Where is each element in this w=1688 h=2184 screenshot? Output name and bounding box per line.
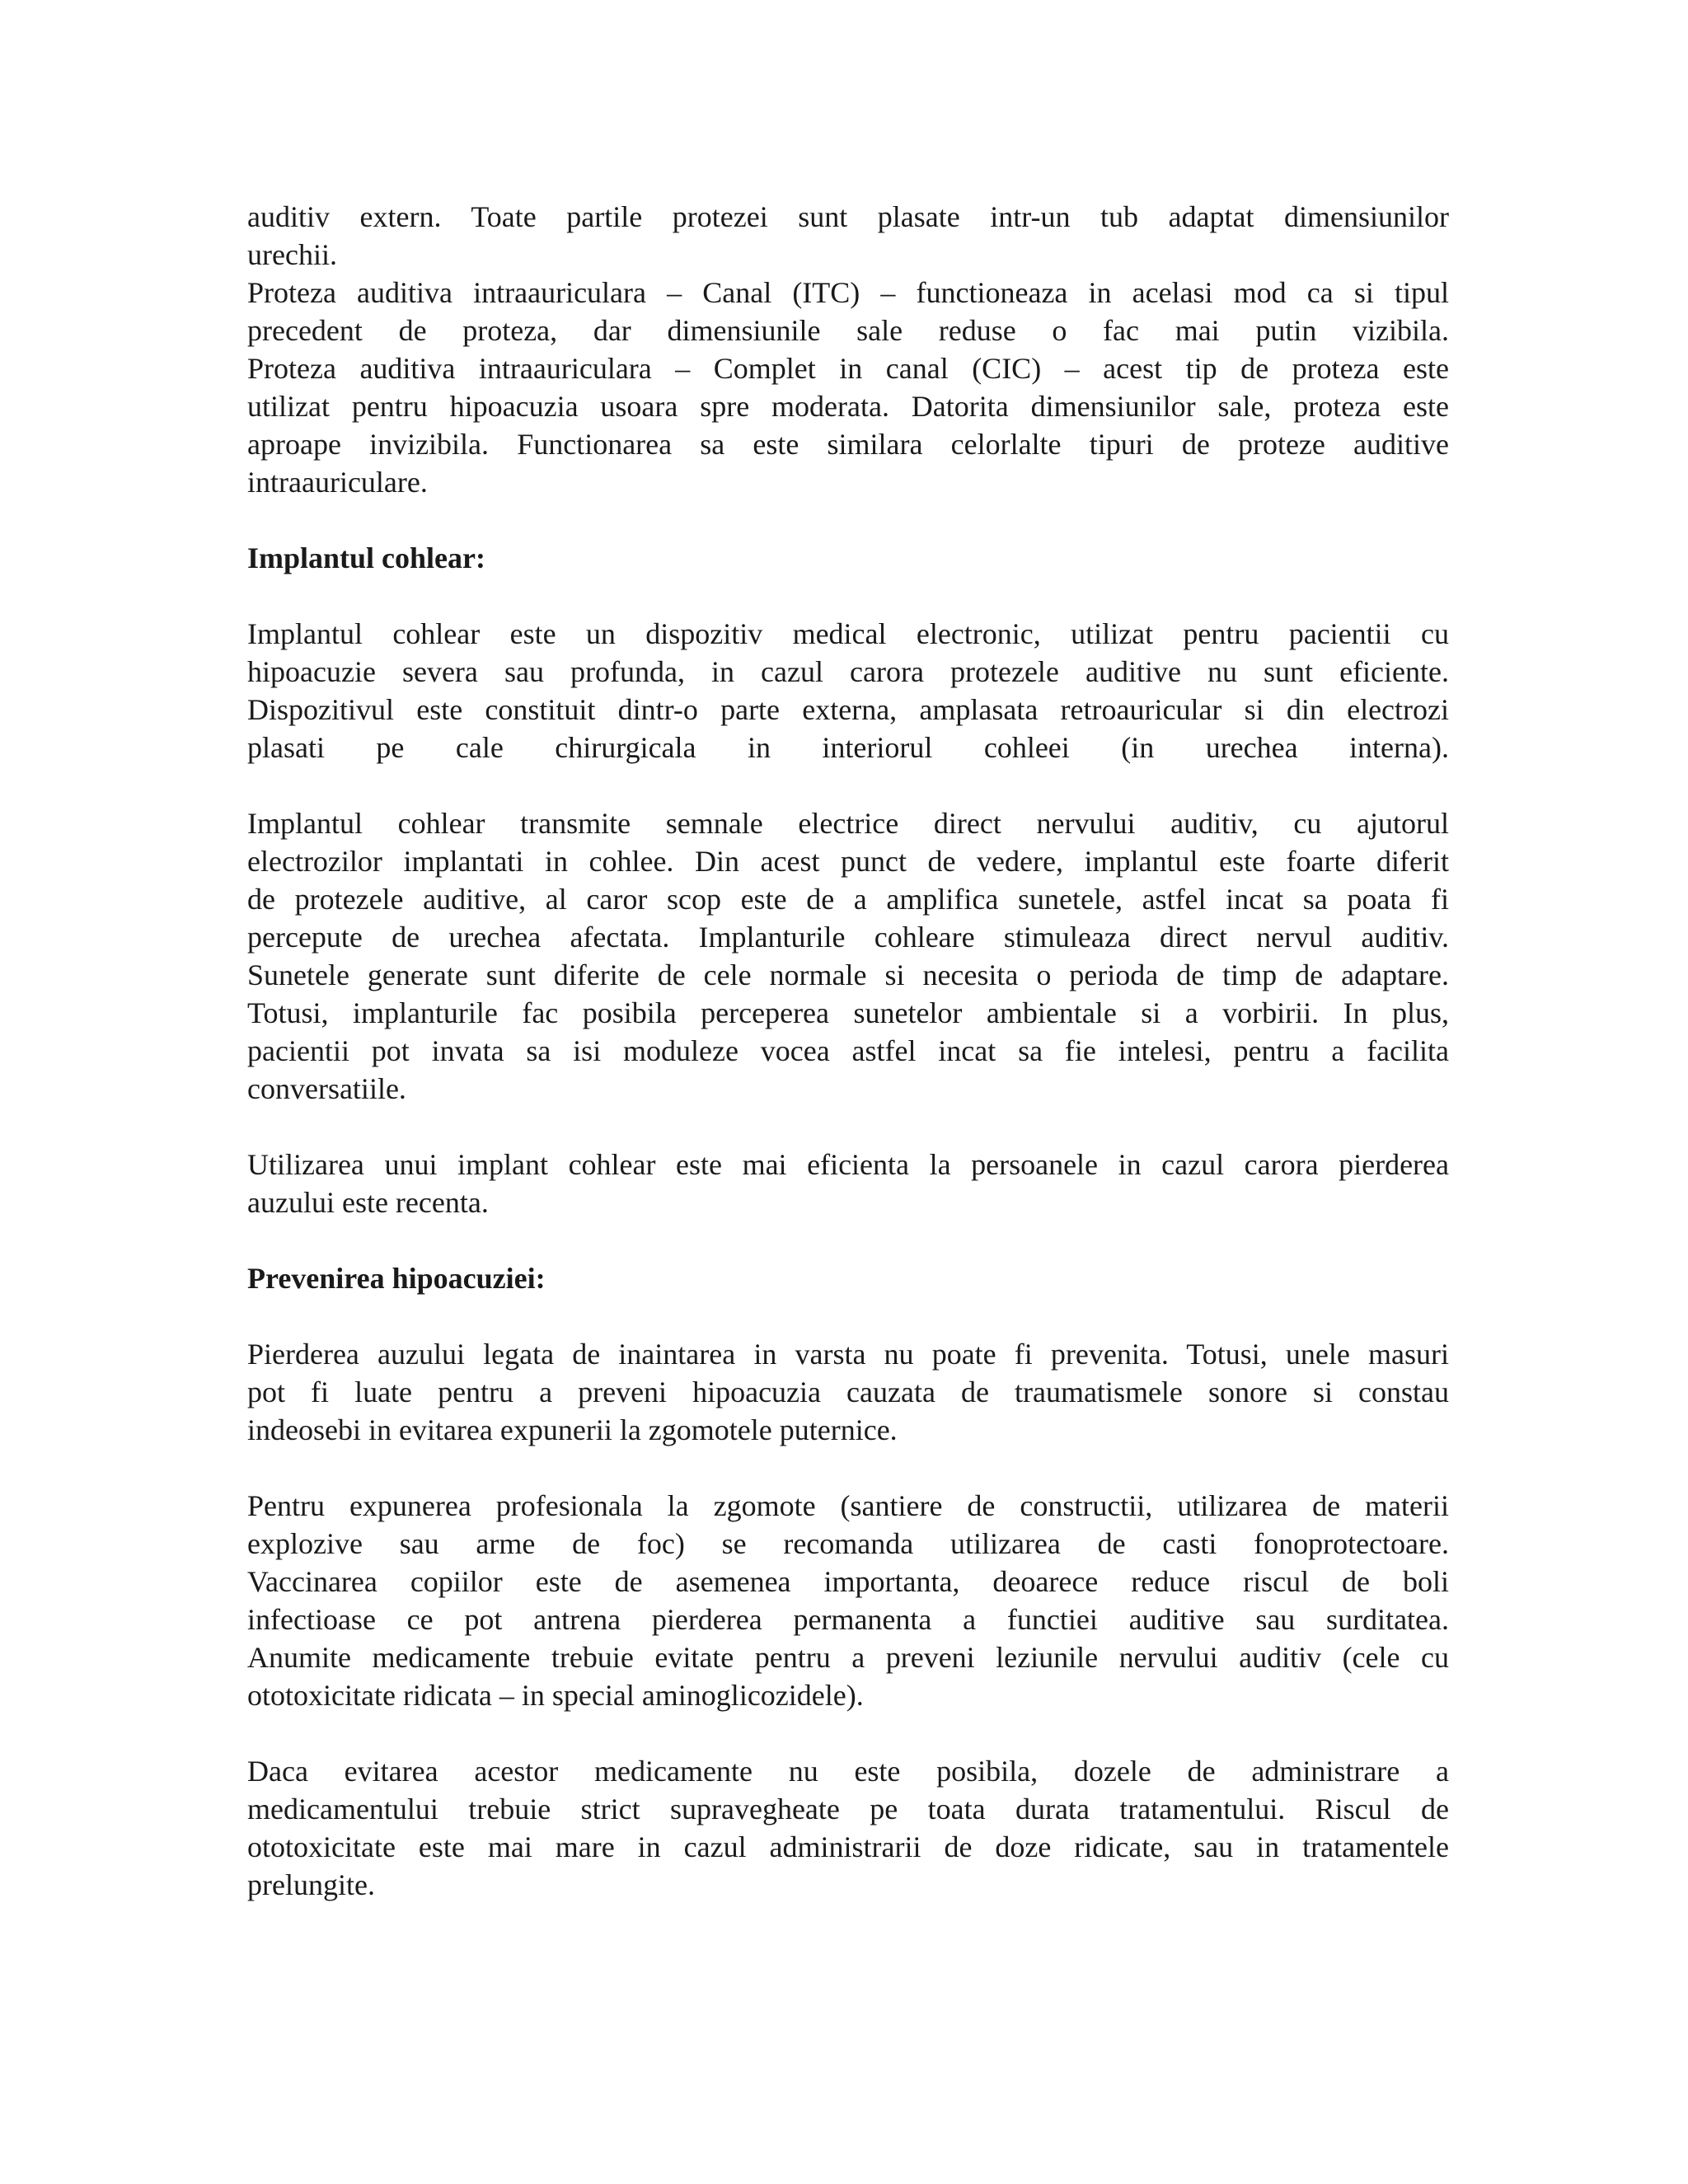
text-line: de protezele auditive, al caror scop este de a amplifica sunetele, astfel incat sa poata fi — [247, 883, 1449, 916]
text-line: Implantul cohlear este un dispozitiv medical electronic, utilizat pentru pacientii cu — [247, 617, 1449, 650]
paragraph-implant-function — [247, 804, 1449, 1108]
text-line: pacientii pot invata sa isi moduleze vocea astfel incat sa fie intelesi, pentru a facilita — [247, 1034, 1449, 1067]
text-line: Implantul cohlear transmite semnale electrice direct nervului auditiv, cu ajutorul — [247, 807, 1449, 840]
text-line: explozive sau arme de foc) se recomanda utilizarea de casti fonoprotectoare. — [247, 1527, 1449, 1560]
paragraph-prevention-medication — [247, 1752, 1449, 1904]
text-line: auzului este recenta. — [247, 1186, 489, 1219]
text-line: percepute de urechea afectata. Implanturile cohleare stimuleaza direct nervul auditiv. — [247, 921, 1449, 954]
text-line: Pentru expunerea profesionala la zgomote (santiere de constructii, utilizarea de materii — [247, 1489, 1449, 1522]
paragraph-implant-definition — [247, 615, 1449, 766]
paragraph-prevention-intro — [247, 1335, 1449, 1449]
text-line: Proteza auditiva intraauriculara – Canal (ITC) – functioneaza in acelasi mod ca si tipul — [247, 276, 1449, 309]
paragraph-implant-efficiency — [247, 1146, 1449, 1221]
text-line: hipoacuzie severa sau profunda, in cazul carora protezele auditive nu sunt eficiente. — [247, 655, 1449, 688]
paragraph-hearing-aids — [247, 198, 1449, 501]
text-line: urechii. — [247, 238, 337, 271]
text-line: pot fi luate pentru a preveni hipoacuzia cauzata de traumatismele sonore si constau — [247, 1376, 1449, 1408]
text-line: Sunetele generate sunt diferite de cele normale si necesita o perioda de timp de adaptare. — [247, 958, 1449, 991]
text-line: Dispozitivul este constituit dintr-o parte externa, amplasata retroauricular si din electrozi — [247, 693, 1449, 726]
text-line: Vaccinarea copiilor este de asemenea importanta, deoarece reduce riscul de boli — [247, 1565, 1449, 1598]
text-line: utilizat pentru hipoacuzia usoara spre moderata. Datorita dimensiunilor sale, proteza este — [247, 390, 1449, 423]
text-line: medicamentului trebuie strict supravegheate pe toata durata tratamentului. Riscul de — [247, 1793, 1449, 1825]
text-line: prelungite. — [247, 1868, 375, 1901]
text-line: intraauriculare. — [247, 466, 428, 499]
section-heading-cochlear-implant: Implantul cohlear: — [247, 541, 486, 574]
text-line: auditiv extern. Toate partile protezei sunt plasate intr-un tub adaptat dimensiunilor — [247, 200, 1449, 233]
text-line: conversatiile. — [247, 1072, 406, 1105]
text-line: Anumite medicamente trebuie evitate pentru a preveni leziunile nervului auditiv (cele cu — [247, 1641, 1449, 1674]
text-line: Proteza auditiva intraauriculara – Complet in canal (CIC) – acest tip de proteza este — [247, 352, 1449, 385]
text-line: infectioase ce pot antrena pierderea permanenta a functiei auditive sau surditatea. — [247, 1603, 1449, 1636]
text-line: ototoxicitate este mai mare in cazul administrarii de doze ridicate, sau in tratamentele — [247, 1830, 1449, 1863]
text-line: Totusi, implanturile fac posibila perceperea sunetelor ambientale si a vorbirii. In plus, — [247, 996, 1449, 1029]
document-page — [247, 198, 1449, 1904]
text-line: indeosebi in evitarea expunerii la zgomotele puternice. — [247, 1413, 898, 1446]
text-line: Daca evitarea acestor medicamente nu este posibila, dozele de administrare a — [247, 1755, 1449, 1788]
text-line: precedent de proteza, dar dimensiunile sale reduse o fac mai putin vizibila. — [247, 314, 1449, 347]
text-line: electrozilor implantati in cohlee. Din acest punct de vedere, implantul este foarte diferit — [247, 845, 1449, 878]
text-line: aproape invizibila. Functionarea sa este similara celorlalte tipuri de proteze auditive — [247, 428, 1449, 461]
text-line: plasati pe cale chirurgicala in interiorul cohleei (in urechea interna). — [247, 731, 1449, 764]
text-line: ototoxicitate ridicata – in special aminoglicozidele). — [247, 1679, 864, 1712]
paragraph-prevention-measures — [247, 1487, 1449, 1714]
section-heading-prevention: Prevenirea hipoacuziei: — [247, 1262, 546, 1295]
text-line: Pierderea auzului legata de inaintarea in varsta nu poate fi prevenita. Totusi, unele masuri — [247, 1338, 1449, 1371]
text-line: Utilizarea unui implant cohlear este mai eficienta la persoanele in cazul carora pierderea — [247, 1148, 1449, 1181]
